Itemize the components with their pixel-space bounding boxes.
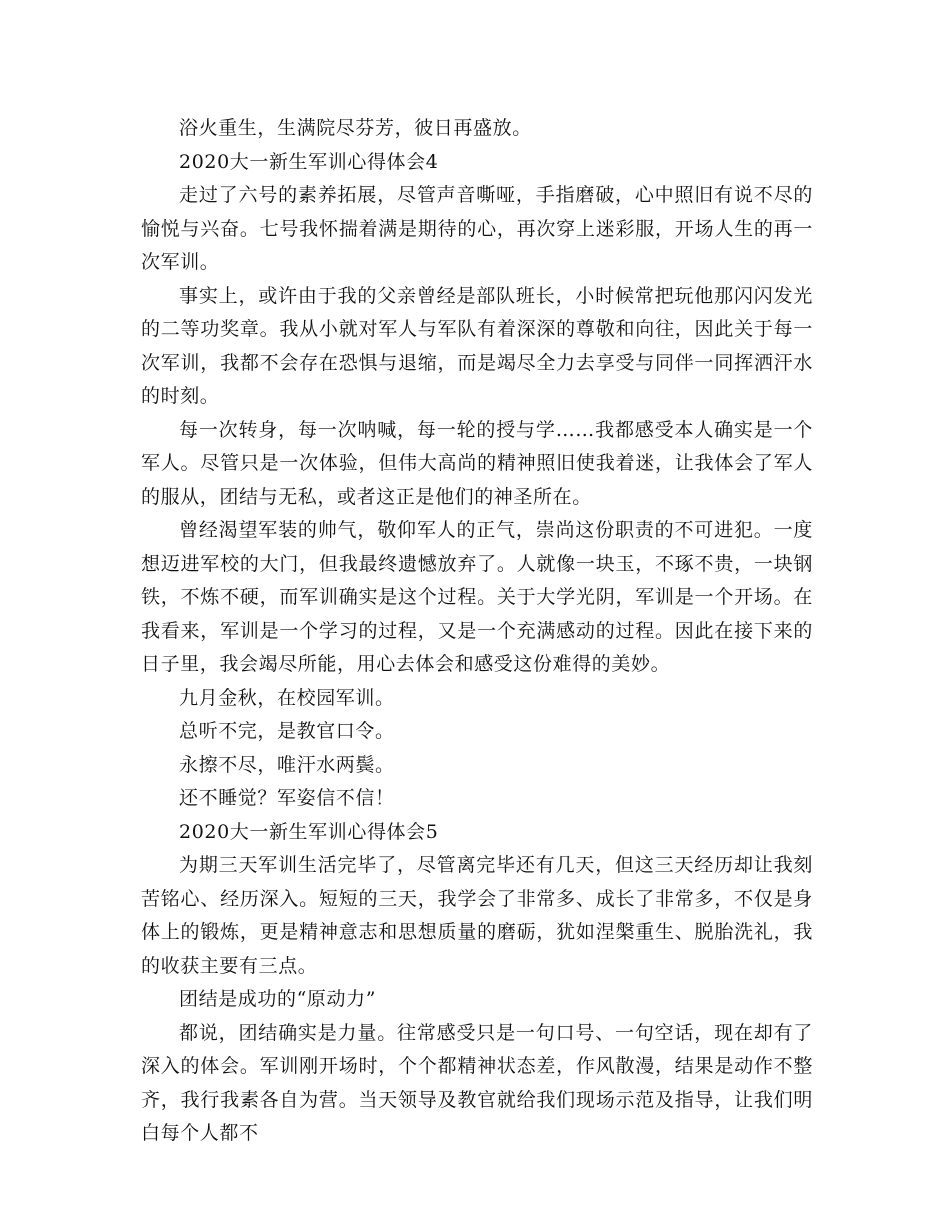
paragraph: 走过了六号的素养拓展，尽管声音嘶哑，手指磨破，心中照旧有说不尽的愉悦与兴奋。七号我怀揣着满是期待的心，再次穿上迷彩服，开场人生的再一次军训。 (141, 184, 813, 273)
poem-line: 永擦不尽，唯汗水两鬓。 (179, 753, 395, 776)
poem-line: 还不睡觉？军姿信不信！ (179, 787, 395, 809)
subheading: 团结是成功的“原动力” (179, 988, 377, 1010)
section-heading-4: 2020大一新生军训心得体会4 (179, 150, 439, 173)
section-heading-5: 2020大一新生军训心得体会5 (179, 820, 439, 843)
paragraph: 为期三天军训生活完毕了，尽管离完毕还有几天，但这三天经历却让我刻苦铭心、经历深入。短短的三天，我学会了非常多、成长了非常多，不仅是身体上的锻炼，更是精神意志和思想质量的磨砺，犹如涅槃重生、脱胎洗礼，我的收获主要有三点。 (141, 854, 813, 977)
paragraph: 曾经渴望军装的帅气，敬仰军人的正气，崇尚这份职责的不可进犯。一度想迈进军校的大门，但我最终遗憾放弃了。人就像一块玉，不琢不贵，一块钢铁，不炼不硬，而军训确实是这个过程。关于大学光阴，军训是一个开场。在我看来，军训是一个学习的过程，又是一个充满感动的过程。因此在接下来的日子里，我会竭尽所能，用心去体会和感受这份难得的美妙。 (141, 519, 813, 675)
paragraph: 都说，团结确实是力量。往常感受只是一句口号、一句空话，现在却有了深入的体会。军训刚开场时，个个都精神状态差，作风散漫，结果是动作不整齐，我行我素各自为营。当天领导及教官就给我们现场示范及指导，让我们明白每个人都不 (141, 1021, 813, 1144)
document-body (141, 112, 813, 1151)
poem-line: 总听不完，是教官口令。 (179, 720, 395, 742)
paragraph: 每一次转身，每一次呐喊，每一轮的授与学……我都感受本人确实是一个军人。尽管只是一次体验，但伟大高尚的精神照旧使我着迷，让我体会了军人的服从，团结与无私，或者这正是他们的神圣所在。 (141, 418, 813, 508)
poem-line: 九月金秋，在校园军训。 (179, 686, 395, 709)
paragraph: 事实上，或许由于我的父亲曾经是部队班长，小时候常把玩他那闪闪发光的二等功奖章。我从小就对军人与军队有着深深的尊敬和向往，因此关于每一次军训，我都不会存在恐惧与退缩，而是竭尽全力去享受与同伴一同挥洒汗水的时刻。 (141, 284, 813, 407)
paragraph-intro-line: 浴火重生，生满院尽芬芳，彼日再盛放。 (179, 117, 532, 139)
